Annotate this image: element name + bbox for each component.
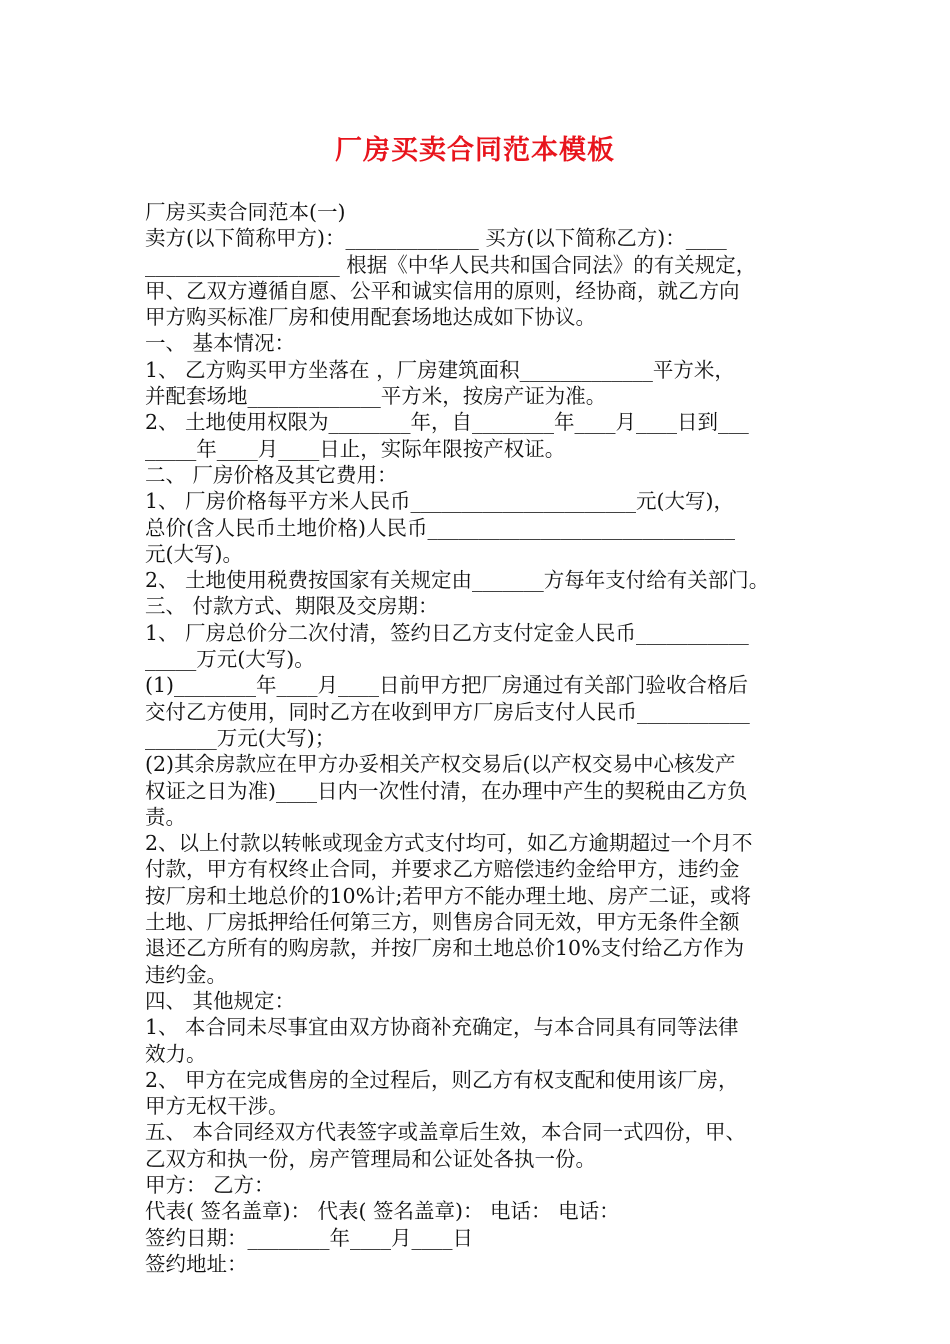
text-line: 2、以上付款以转帐或现金方式支付均可，如乙方逾期超过一个月不 — [145, 831, 753, 856]
text-line: (1)________年____月____日前甲方把厂房通过有关部门验收合格后 — [145, 673, 749, 698]
text-line: 1、 厂房总价分二次付清，签约日乙方支付定金人民币___________ — [145, 620, 749, 645]
text-line: _____万元(大写)。 — [145, 647, 315, 672]
text-line: 1、 本合同未尽事宜由双方协商补充确定，与本合同具有同等法律 — [145, 1015, 739, 1040]
text-line: 乙双方和执一份，房产管理局和公证处各执一份。 — [145, 1146, 596, 1171]
text-line: 一、 基本情况： — [145, 331, 296, 356]
document-body — [145, 199, 810, 1277]
text-line: _____年____月____日止，实际年限按产权证。 — [145, 436, 566, 461]
text-line: 1、 乙方购买甲方坐落在 ，厂房建筑面积_____________平方米， — [145, 357, 735, 382]
text-line: 三、 付款方式、期限及交房期： — [145, 594, 439, 619]
text-line: 权证之日为准)____日内一次性付清，在办理中产生的契税由乙方负 — [145, 778, 748, 803]
text-line: 二、 厂房价格及其它费用： — [145, 462, 398, 487]
text-line: 责。 — [145, 804, 186, 829]
text-line: 按厂房和土地总价的10%计;若甲方不能办理土地、房产二证，或将 — [145, 883, 751, 908]
text-line: 代表( 签名盖章)： 代表( 签名盖章)： 电话： 电话： — [145, 1199, 620, 1224]
text-line: 2、 土地使用税费按国家有关规定由_______方每年支付给有关部门。 — [145, 568, 770, 593]
text-line: 2、 土地使用权限为________年，自________年____月____日到___ — [145, 410, 749, 435]
text-line: 违约金。 — [145, 962, 227, 987]
text-line: 1、 厂房价格每平方米人民币______________________元(大写)， — [145, 489, 735, 514]
document-title: 厂房买卖合同范本模板 — [335, 135, 615, 166]
text-line: 总价(含人民币土地价格)人民币______________________________ — [145, 515, 735, 540]
text-line: 2、 甲方在完成售房的全过程后，则乙方有权支配和使用该厂房， — [145, 1067, 739, 1092]
text-line: 甲、乙双方遵循自愿、公平和诚实信用的原则，经协商，就乙方向 — [145, 278, 740, 303]
text-line: 厂房买卖合同范本(一) — [145, 200, 346, 224]
text-line: 四、 其他规定： — [145, 988, 296, 1013]
text-line: 退还乙方所有的购房款，并按厂房和土地总价10%支付给乙方作为 — [145, 936, 745, 961]
text-line: 甲方购买标准厂房和使用配套场地达成如下协议。 — [145, 305, 596, 330]
text-line: 并配套场地_____________平方米，按房产证为准。 — [145, 384, 607, 409]
text-line: 交付乙方使用，同时乙方在收到甲方厂房后支付人民币___________ — [145, 699, 750, 724]
text-line: 甲方无权干涉。 — [145, 1094, 289, 1119]
text-line: 土地、厂房抵押给任何第三方，则售房合同无效，甲方无条件全额 — [145, 910, 740, 935]
text-line: 五、 本合同经双方代表签字或盖章后生效，本合同一式四份，甲、 — [145, 1120, 747, 1145]
text-line: 效力。 — [145, 1041, 207, 1066]
text-line: 签约日期：________年____月____日 — [145, 1225, 473, 1250]
text-line: 甲方： 乙方： — [145, 1172, 275, 1197]
text-line: 付款，甲方有权终止合同，并要求乙方赔偿违约金给甲方，违约金 — [145, 857, 740, 882]
text-line: 卖方(以下简称甲方)：_____________ 买方(以下简称乙方)：____ — [145, 226, 727, 251]
text-line: (2)其余房款应在甲方办妥相关产权交易后(以产权交易中心核发产 — [145, 752, 736, 777]
text-line: ___________________ 根据《中华人民共和国合同法》的有关规定， — [145, 252, 757, 277]
text-line: _______万元(大写)； — [145, 725, 336, 750]
text-line: 元(大写)。 — [145, 541, 243, 566]
text-line: 签约地址： — [145, 1251, 248, 1276]
